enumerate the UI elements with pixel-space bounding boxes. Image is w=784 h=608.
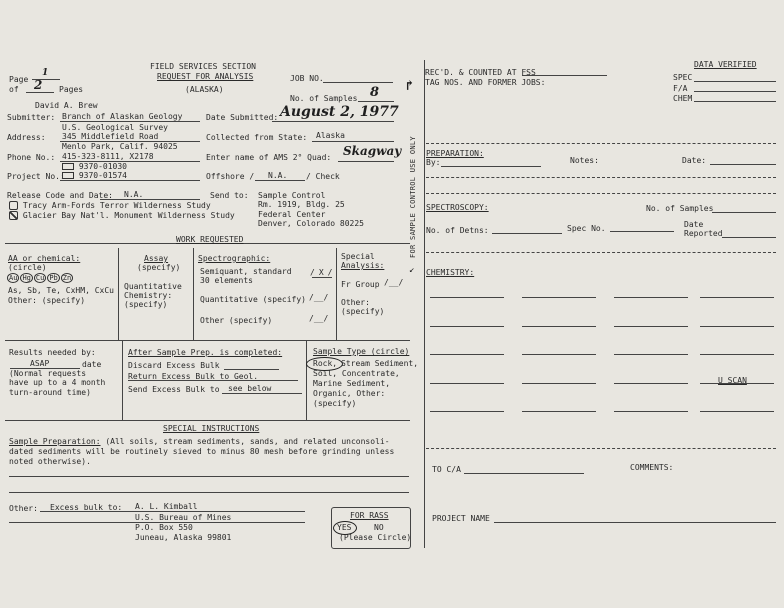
rass-yes[interactable]: YES — [337, 523, 352, 532]
collected-label: Collected from State: — [206, 133, 308, 142]
uscan-label: U SCAN — [718, 376, 747, 385]
data-verified-title: DATA VERIFIED — [694, 60, 757, 69]
aa-line2: As, Sb, Te, CxHM, CxCu — [8, 286, 114, 295]
study-1: Tracy Arm-Fords Terror Wilderness Study — [9, 201, 211, 210]
send-bulk-label: Send Excess Bulk to — [128, 385, 220, 394]
results-note3: turn-around time) — [9, 388, 91, 397]
sample-type-line2: Soil, Concentrate, — [313, 369, 400, 378]
collected-value: Alaska — [316, 131, 345, 140]
submitter-agency: U.S. Geological Survey — [62, 123, 168, 132]
job-no-label: JOB NO. — [290, 74, 324, 83]
samples-value: 8 — [370, 85, 380, 100]
quad-value: Skagway — [343, 144, 402, 158]
assay-specify: (specify) — [137, 263, 181, 272]
to-ca-label: TO C/A — [432, 465, 461, 474]
work-requested-title: WORK REQUESTED — [176, 235, 244, 244]
results-needed-label: Results needed by: — [9, 348, 96, 357]
release-value: N.A. — [124, 190, 144, 199]
aa-circle: (circle) — [8, 263, 47, 272]
spectro-semi: Semiquant, standard — [200, 267, 292, 276]
vertical-arrow: ↙ — [409, 265, 415, 275]
of-label: of — [9, 85, 19, 94]
submitter-label: Submitter: — [7, 113, 56, 122]
project-name-label: PROJECT NAME — [432, 514, 490, 523]
arrow-mark: ↱ — [404, 79, 415, 94]
project-no-1: 9370-01030 — [62, 162, 127, 171]
date-submitted-value: August 2, 1977 — [280, 104, 399, 120]
date-submitted-label: Date Submitted: — [206, 113, 279, 122]
prep-line1: Sample Preparation: (All soils, stream sediments, sands, and related unconsoli- — [9, 437, 390, 446]
special-label1: Special — [341, 252, 375, 261]
special-label2: Analysis: — [341, 261, 385, 270]
prep-notes-label: Notes: — [570, 156, 599, 165]
chemistry-entry-line — [522, 297, 596, 298]
spectro-semi-box[interactable]: / X / — [310, 268, 333, 277]
vertical-caption: FOR SAMPLE CONTROL USE ONLY — [409, 136, 417, 258]
form-title: REQUEST FOR ANALYSIS — [157, 72, 254, 81]
excess-bulk-line4: Juneau, Alaska 99801 — [135, 533, 232, 542]
chemistry-label: CHEMISTRY: — [426, 268, 475, 277]
page-label: Page — [9, 75, 29, 84]
aa-elements: Au Hg Cu Pb Zn — [9, 274, 72, 282]
excess-bulk-label: Excess bulk to: — [50, 503, 123, 512]
aa-label: AA or chemical: — [8, 254, 81, 263]
chemistry-entry-line — [700, 326, 774, 327]
prep-line3: noted otherwise). — [9, 457, 91, 466]
phone-value: 415-323-8111, X2178 — [62, 152, 154, 161]
rass-title: FOR RASS — [350, 511, 389, 520]
send-to-label: Send to: — [210, 191, 249, 200]
results-needed-value: ASAP — [30, 359, 50, 368]
results-note2: have up to a 4 month — [9, 378, 106, 387]
study-2-checkbox[interactable] — [9, 211, 18, 220]
address-label: Address: — [7, 133, 46, 142]
spectro-semi2: 30 elements — [200, 276, 253, 285]
recd-label: REC'D. & COUNTED AT FSS — [425, 68, 536, 77]
chemistry-entry-line — [614, 383, 688, 384]
study-1-checkbox[interactable] — [9, 201, 18, 210]
samples-label: No. of Samples — [290, 94, 358, 103]
check-label: / Check — [306, 172, 340, 181]
chemistry-entry-line — [700, 411, 774, 412]
chemistry-entry-line — [614, 326, 688, 327]
chemistry-entry-line — [430, 297, 504, 298]
prep-line2: dated sediments will be routinely sieved to minus 80 mesh before grinding unless — [9, 447, 395, 456]
sample-type-stream: Stream Sediment, — [341, 359, 419, 368]
chemistry-entry-line — [614, 297, 688, 298]
spectroscopy-label: SPECTROSCOPY: — [426, 203, 489, 212]
send-to-line4: Denver, Colorado 80225 — [258, 219, 364, 228]
special-other1: Other: — [341, 298, 370, 307]
submitter-name: David A. Brew — [35, 101, 98, 110]
send-to-line2: Rm. 1919, Bldg. 25 — [258, 200, 345, 209]
send-bulk-value: see below — [228, 384, 272, 393]
release-label: Release Code and Date: — [7, 191, 113, 200]
prep-date-label: Date: — [682, 156, 707, 165]
chem-label: CHEM — [673, 94, 693, 103]
spectro-quant-box[interactable]: /__/ — [309, 293, 329, 302]
fire-group-box[interactable]: /__/ — [384, 278, 404, 287]
assay-quant2: Chemistry: — [124, 291, 173, 300]
pages-number: 2 — [34, 78, 43, 92]
preparation-label: PREPARATION: — [426, 149, 484, 158]
project-no-2: 9370-01574 — [62, 171, 127, 180]
page-number: 1 — [42, 68, 49, 78]
offshore-label: Offshore / — [206, 172, 255, 181]
quad-label: Enter name of AMS 2° Quad: — [206, 153, 332, 162]
chemistry-entry-line — [430, 326, 504, 327]
chemistry-entry-line — [430, 354, 504, 355]
section-title: FIELD SERVICES SECTION — [150, 62, 256, 71]
spectro-other-box[interactable]: /__/ — [309, 314, 329, 323]
assay-quant1: Quantitative — [124, 282, 182, 291]
fa-label: F/A — [673, 84, 688, 93]
no-detns-label: No. of Detns: — [426, 226, 489, 235]
chemistry-entry-line — [430, 411, 504, 412]
tag-label: TAG NOS. AND FORMER JOBS: — [425, 78, 546, 87]
chemistry-entry-line — [614, 354, 688, 355]
spectro-label: Spectrographic: — [198, 254, 271, 263]
aa-other: Other: (specify) — [8, 296, 86, 305]
special-instructions-title: SPECIAL INSTRUCTIONS — [163, 424, 260, 433]
chemistry-entry-line — [430, 383, 504, 384]
after-prep-label: After Sample Prep. is completed: — [128, 348, 283, 357]
submitter-branch: Branch of Alaskan Geology — [62, 112, 183, 121]
return-label: Return Excess Bulk to Geol. — [128, 372, 259, 381]
send-to-line1: Sample Control — [258, 191, 326, 200]
other-label: Other: — [9, 504, 38, 513]
prep-by-label: By: — [426, 158, 441, 167]
discard-label: Discard Excess Bulk — [128, 361, 220, 370]
send-to-line3: Federal Center — [258, 210, 326, 219]
sample-type-line4: Organic, Other: — [313, 389, 386, 398]
spectro-quant: Quantitative (specify) — [200, 295, 306, 304]
results-note1: (Normal requests — [9, 369, 87, 378]
project-label: Project No.: — [7, 172, 65, 181]
chemistry-entry-line — [522, 411, 596, 412]
no-samples-label: No. of Samples — [646, 204, 714, 213]
fire-group-label: Fr Group — [341, 280, 380, 289]
sample-type-line3: Marine Sediment, — [313, 379, 391, 388]
chemistry-entry-line — [700, 297, 774, 298]
date-reported-1: Date — [684, 220, 704, 229]
chemistry-entry-line — [522, 354, 596, 355]
chemistry-entry-line — [700, 354, 774, 355]
spec-label: SPEC — [673, 73, 693, 82]
pages-label: Pages — [59, 85, 84, 94]
results-date-label: date — [82, 360, 102, 369]
rass-no[interactable]: NO — [374, 523, 384, 532]
chemistry-entry-line — [522, 326, 596, 327]
excess-bulk-line1: A. L. Kimball — [135, 502, 198, 511]
chemistry-entry-line — [522, 383, 596, 384]
offshore-value: N.A. — [268, 171, 288, 180]
sample-type-label: Sample Type (circle) — [313, 347, 410, 356]
date-reported-2: Reported — [684, 229, 723, 238]
study-2: Glacier Bay Nat'l. Monument Wilderness Study — [9, 211, 235, 220]
rass-note: (Please Circle) — [339, 533, 412, 542]
special-other2: (specify) — [341, 307, 385, 316]
address-line2: Menlo Park, Calif. 94025 — [62, 142, 178, 151]
assay-quant3: (specify) — [124, 300, 168, 309]
excess-bulk-line2: U.S. Bureau of Mines — [135, 513, 232, 522]
comments-label: COMMENTS: — [630, 463, 674, 472]
excess-bulk-line3: P.O. Box 550 — [135, 523, 193, 532]
form-region: (ALASKA) — [185, 85, 224, 94]
sample-type-line5: (specify) — [313, 399, 357, 408]
address-line1: 345 Middlefield Road — [62, 132, 159, 141]
assay-label: Assay — [144, 254, 169, 263]
sample-type-rock: Rock, — [313, 359, 338, 368]
phone-label: Phone No.: — [7, 153, 56, 162]
spec-no-label: Spec No. — [567, 224, 606, 233]
spectro-other: Other (specify) — [200, 316, 273, 325]
chemistry-entry-line — [614, 411, 688, 412]
